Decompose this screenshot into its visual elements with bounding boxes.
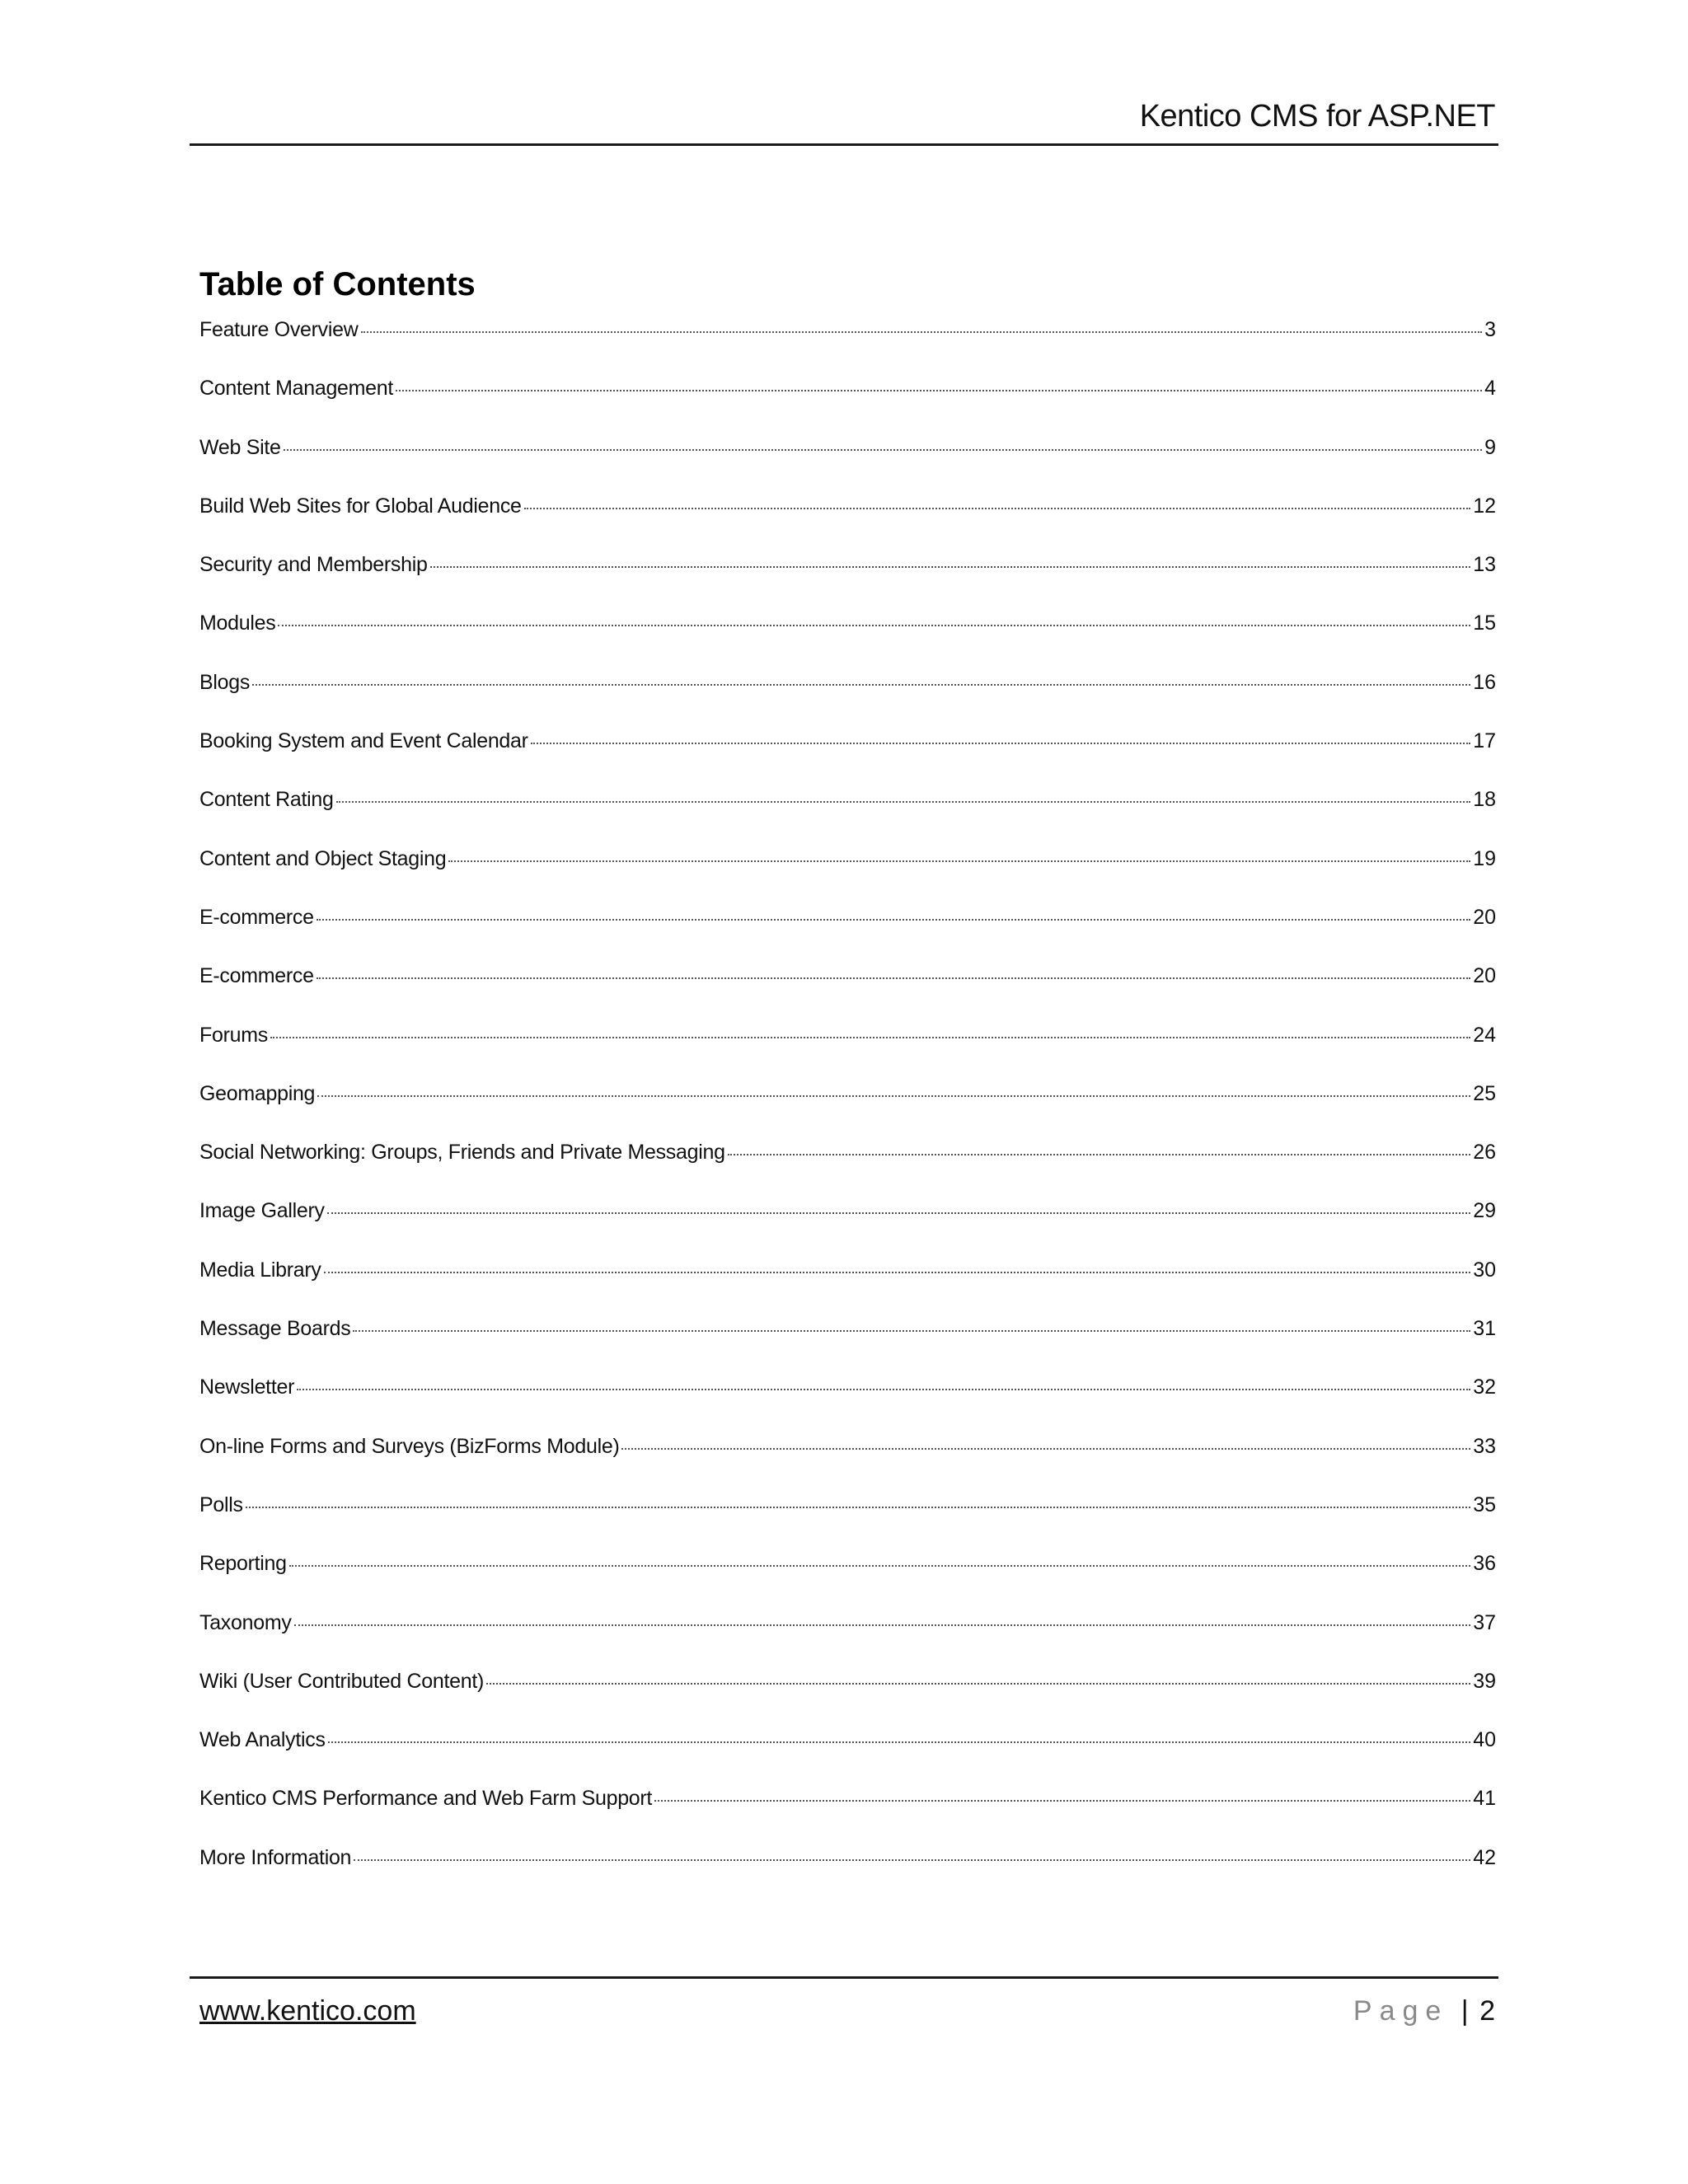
toc-entry-leader-dots: [486, 1683, 1470, 1685]
toc-entry-label: Security and Membership: [199, 553, 428, 577]
toc-entry-label: Polls: [199, 1493, 243, 1516]
toc-entry-leader-dots: [354, 1859, 1470, 1861]
toc-entry-leader-dots: [252, 684, 1470, 686]
toc-entry[interactable]: [199, 1435, 1496, 1493]
toc-entry-label: Forums: [199, 1023, 268, 1047]
header-title: Kentico CMS for ASP.NET: [1139, 99, 1495, 134]
toc-entry[interactable]: [199, 1670, 1496, 1728]
toc-entry[interactable]: [199, 1611, 1496, 1670]
toc-entry[interactable]: [199, 436, 1496, 494]
toc-entry-label: Content Management: [199, 377, 394, 401]
toc-entry-page-number: 19: [1473, 846, 1496, 870]
toc-entry-leader-dots: [448, 860, 1470, 862]
toc-entry-page-number: 13: [1473, 553, 1496, 577]
toc-entry-page-number: 20: [1473, 964, 1496, 988]
toc-entry-leader-dots: [524, 508, 1471, 509]
toc-entry-leader-dots: [284, 449, 1483, 451]
toc-entry-label: Modules: [199, 612, 276, 635]
toc-entry-page-number: 16: [1473, 670, 1496, 694]
toc-entry-leader-dots: [353, 1330, 1470, 1332]
toc-entry-page-number: 41: [1473, 1787, 1496, 1811]
toc-entry-leader-dots: [327, 1212, 1470, 1214]
toc-entry-label: Media Library: [199, 1258, 321, 1282]
toc-entry-leader-dots: [336, 801, 1471, 803]
toc-entry-label: E-commerce: [199, 905, 314, 929]
toc-entry-page-number: 39: [1473, 1669, 1496, 1693]
toc-entry-page-number: 24: [1473, 1023, 1496, 1047]
toc-entry-page-number: 12: [1473, 494, 1496, 518]
toc-entry[interactable]: [199, 1552, 1496, 1610]
toc-entry-page-number: 40: [1473, 1728, 1496, 1752]
toc-entry-label: Social Networking: Groups, Friends and Private Messaging: [199, 1141, 725, 1165]
website-link[interactable]: www.kentico.com: [199, 1995, 416, 2027]
toc-list: [199, 318, 1496, 1905]
toc-entry[interactable]: [199, 494, 1496, 553]
toc-entry-page-number: 18: [1473, 788, 1496, 812]
toc-entry-label: Build Web Sites for Global Audience: [199, 494, 522, 518]
toc-entry-page-number: 3: [1484, 318, 1496, 341]
toc-entry[interactable]: [199, 1846, 1496, 1905]
toc-entry-label: Feature Overview: [199, 318, 359, 341]
toc-entry-leader-dots: [728, 1154, 1471, 1155]
toc-entry-page-number: 42: [1473, 1845, 1496, 1869]
toc-entry-page-number: 36: [1473, 1552, 1496, 1576]
toc-entry-leader-dots: [297, 1389, 1470, 1390]
toc-entry-label: Geomapping: [199, 1081, 316, 1105]
toc-entry-label: Kentico CMS Performance and Web Farm Support: [199, 1787, 653, 1811]
toc-entry-label: Booking System and Event Calendar: [199, 729, 528, 753]
toc-entry-leader-dots: [430, 566, 1471, 568]
page-indicator: [1353, 1995, 1495, 2027]
toc-entry[interactable]: [199, 1199, 1496, 1258]
toc-entry-label: Content Rating: [199, 788, 334, 812]
toc-entry[interactable]: [199, 1493, 1496, 1552]
toc-entry-label: More Information: [199, 1845, 352, 1869]
toc-entry-page-number: 37: [1473, 1610, 1496, 1634]
toc-heading: Table of Contents: [199, 265, 476, 302]
toc-entry-page-number: 15: [1473, 612, 1496, 635]
toc-entry[interactable]: [199, 788, 1496, 846]
toc-entry-leader-dots: [316, 977, 1471, 979]
page-separator: |: [1461, 1995, 1469, 2027]
toc-entry-page-number: 33: [1473, 1434, 1496, 1458]
toc-entry-leader-dots: [361, 331, 1483, 333]
toc-entry-label: E-commerce: [199, 964, 314, 988]
toc-entry-leader-dots: [270, 1037, 1470, 1038]
toc-entry-page-number: 32: [1473, 1376, 1496, 1399]
toc-entry-leader-dots: [324, 1272, 1471, 1273]
toc-entry-leader-dots: [246, 1507, 1471, 1508]
toc-entry-label: Reporting: [199, 1552, 287, 1576]
toc-entry[interactable]: [199, 1082, 1496, 1141]
toc-entry-label: Blogs: [199, 670, 251, 694]
toc-entry[interactable]: [199, 1141, 1496, 1199]
toc-entry[interactable]: [199, 1258, 1496, 1317]
toc-entry-leader-dots: [531, 743, 1471, 744]
toc-entry-leader-dots: [621, 1448, 1470, 1450]
toc-entry-leader-dots: [396, 390, 1482, 391]
toc-entry-leader-dots: [289, 1565, 1470, 1567]
toc-entry-label: Message Boards: [199, 1317, 351, 1341]
toc-entry[interactable]: [199, 318, 1496, 377]
toc-entry[interactable]: [199, 906, 1496, 964]
page-number: 2: [1479, 1995, 1495, 2027]
toc-entry-label: Newsletter: [199, 1376, 295, 1399]
toc-entry[interactable]: [199, 729, 1496, 788]
page-word: Page: [1353, 1995, 1449, 2027]
toc-entry-page-number: 17: [1473, 729, 1496, 753]
toc-entry[interactable]: [199, 1728, 1496, 1787]
toc-entry-leader-dots: [294, 1624, 1471, 1626]
toc-entry[interactable]: [199, 671, 1496, 729]
toc-entry-label: Web Site: [199, 435, 281, 459]
toc-entry-leader-dots: [654, 1800, 1470, 1802]
toc-entry-leader-dots: [316, 919, 1471, 921]
toc-entry[interactable]: [199, 612, 1496, 670]
toc-entry-leader-dots: [278, 625, 1470, 626]
toc-entry[interactable]: [199, 1787, 1496, 1845]
toc-entry-page-number: 31: [1473, 1317, 1496, 1341]
toc-entry-leader-dots: [317, 1095, 1470, 1097]
toc-entry-page-number: 30: [1473, 1258, 1496, 1282]
toc-entry[interactable]: [199, 1317, 1496, 1376]
toc-entry[interactable]: [199, 1024, 1496, 1082]
toc-entry[interactable]: [199, 553, 1496, 612]
toc-entry-page-number: 25: [1473, 1081, 1496, 1105]
toc-entry-page-number: 26: [1473, 1141, 1496, 1165]
toc-entry[interactable]: [199, 1376, 1496, 1434]
toc-entry[interactable]: [199, 847, 1496, 906]
toc-entry-label: Taxonomy: [199, 1610, 292, 1634]
toc-entry-page-number: 9: [1484, 435, 1496, 459]
toc-entry-leader-dots: [328, 1741, 1471, 1743]
toc-entry-label: Wiki (User Contributed Content): [199, 1669, 484, 1693]
toc-entry-page-number: 35: [1473, 1493, 1496, 1516]
toc-entry-page-number: 29: [1473, 1199, 1496, 1223]
toc-entry[interactable]: [199, 964, 1496, 1023]
toc-entry-label: On-line Forms and Surveys (BizForms Module): [199, 1434, 620, 1458]
toc-entry-label: Content and Object Staging: [199, 846, 447, 870]
toc-entry-page-number: 20: [1473, 905, 1496, 929]
page-header: [190, 97, 1498, 146]
page-footer: [190, 1976, 1498, 2027]
toc-entry[interactable]: [199, 377, 1496, 435]
toc-entry-label: Image Gallery: [199, 1199, 325, 1223]
toc-entry-label: Web Analytics: [199, 1728, 326, 1752]
toc-entry-page-number: 4: [1484, 377, 1496, 401]
